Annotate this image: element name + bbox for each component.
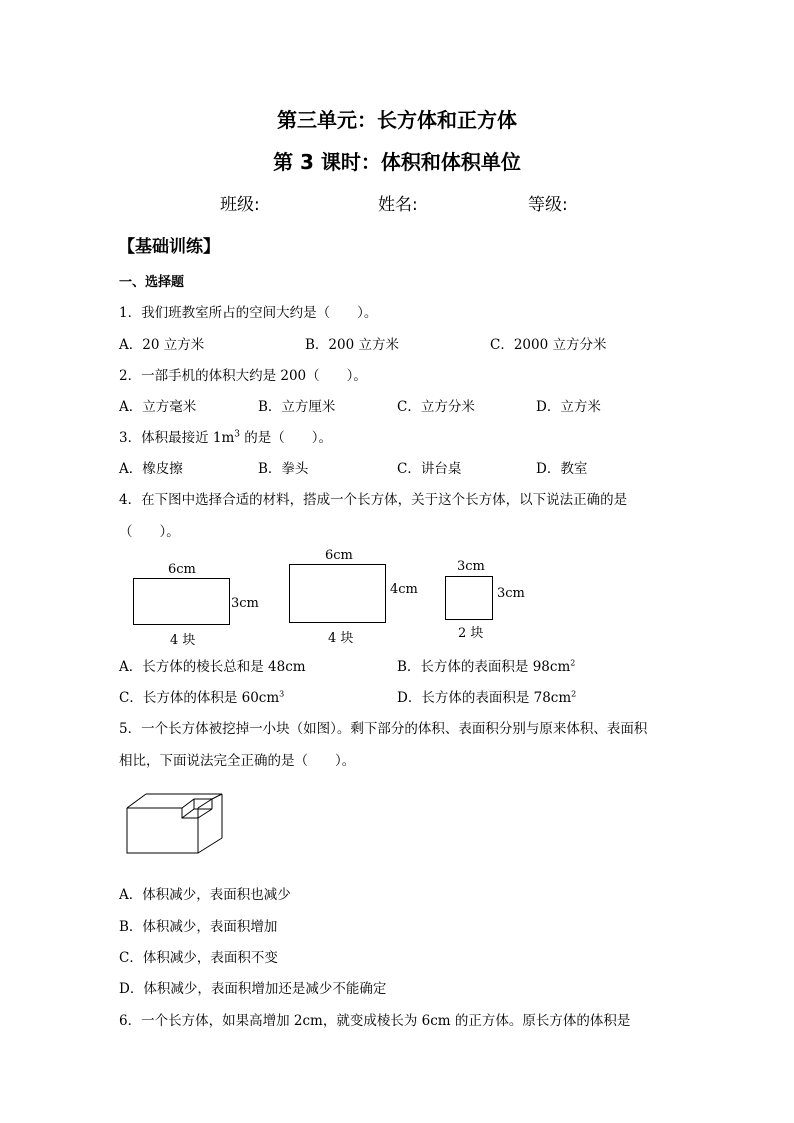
question-2-option-d: D．立方米 [536,399,601,415]
subsection-title: 一、选择题 [119,275,185,290]
figure-1-top-label: 6cm [168,562,196,577]
question-2-text: 2．一部手机的体积大约是 200（ ）。 [119,368,367,384]
figure-1-side-label: 3cm [231,596,259,611]
question-1-option-b: B．200 立方米 [305,337,399,353]
question-4-option-c-superscript: 3 [279,689,285,699]
name-label: 姓名: [378,195,418,215]
question-5-option-c: C．体积减少，表面积不变 [119,950,278,966]
question-5-text-line2: 相比，下面说法完全正确的是（ ）。 [119,753,356,769]
question-3-option-b: B．拳头 [258,461,309,477]
question-5-option-d: D．体积减少，表面积增加还是减少不能确定 [119,981,387,997]
question-3-text-after: 的是（ ）。 [240,430,333,446]
figure-1-rectangle [133,578,230,625]
question-3-option-c: C．讲台桌 [397,461,462,477]
figure-3-square [445,576,493,620]
figure-3-count-label: 2 块 [458,626,484,641]
question-3-option-d: D．教室 [536,461,588,477]
question-4-option-d-text: D．长方体的表面积是 78cm [397,690,572,706]
figure-2-side-label: 4cm [390,582,418,597]
question-2-option-c: C．立方分米 [397,399,475,415]
question-5-option-a: A．体积减少，表面积也减少 [119,887,291,903]
figure-3-side-label: 3cm [497,586,525,601]
page-title: 第三单元：长方体和正方体 [277,108,517,132]
class-label: 班级: [220,195,260,215]
question-5-option-b: B．体积减少，表面积增加 [119,919,278,935]
figure-2-top-label: 6cm [325,548,353,563]
question-3-option-a: A．橡皮擦 [119,461,183,477]
question-1-option-a: A．20 立方米 [119,337,205,353]
cuboid-right-top-edge-back [212,794,222,799]
question-4-option-d [397,686,576,706]
question-1-option-c: C．2000 立方分米 [490,337,607,353]
cuboid-notch-figure [120,790,230,858]
question-6-text: 6．一个长方体，如果高增加 2cm，就变成棱长为 6cm 的正方体。原长方体的体积是 [119,1013,631,1029]
question-3-superscript: 3 [234,429,241,440]
cuboid-right-bottom-edge [198,838,222,853]
question-2-option-b: B．立方厘米 [258,399,336,415]
question-4-option-b [397,655,575,675]
question-2-option-a: A．立方毫米 [119,399,197,415]
question-1-text: 1．我们班教室所占的空间大约是（ ）。 [119,305,378,321]
question-3-text [119,426,332,446]
question-4-option-b-superscript: 2 [570,658,576,668]
cuboid-front-face [127,808,198,853]
figure-1-count-label: 4 块 [170,633,196,648]
grade-label: 等级: [528,195,568,215]
question-5-text-line1: 5．一个长方体被挖掉一小块（如图）。剩下部分的体积、表面积分别与原来体积、表面积 [119,721,648,737]
page-subtitle: 第 3 课时：体积和体积单位 [273,150,521,174]
question-4-option-c-text: C．长方体的体积是 60cm [119,690,280,706]
cuboid-right-top-edge [198,799,212,808]
question-4-text-line1: 4．在下图中选择合适的材料，搭成一个长方体，关于这个长方体，以下说法正确的是 [119,492,628,508]
question-4-option-a [119,655,306,675]
figure-2-count-label: 4 块 [328,631,354,646]
question-4-option-a-text: A．长方体的棱长总和是 48cm [119,659,306,675]
figure-2-rectangle [289,564,386,623]
figure-3-top-label: 3cm [457,559,485,574]
cuboid-top-left-edge [127,794,146,808]
question-4-option-c [119,686,284,706]
question-4-option-d-superscript: 2 [571,689,577,699]
question-4-option-b-text: B．长方体的表面积是 98cm [397,659,571,675]
section-title: 【基础训练】 [118,237,220,257]
notch-inner-diagonal [182,809,194,818]
notch-top-left [182,799,194,808]
notch-bottom-right [198,809,212,818]
question-4-text-line2: （ ）。 [119,524,180,540]
question-3-text-before: 3．体积最接近 1m [119,430,235,446]
